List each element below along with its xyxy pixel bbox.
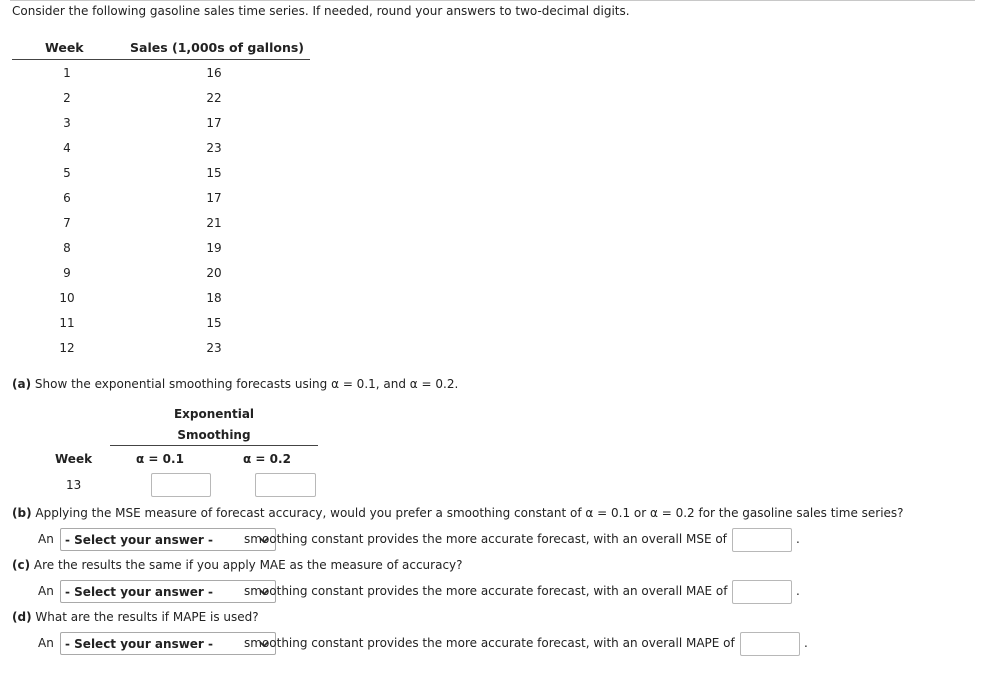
part-a-text: Show the exponential smoothing forecasts using α = 0.1, and α = 0.2. [31, 377, 459, 391]
part-c-answer-row [38, 580, 808, 604]
table-row [12, 191, 310, 216]
part-c-question [12, 558, 463, 572]
sales-cell: 18 [206, 291, 222, 305]
exp-smoothing-header [110, 404, 318, 446]
sales-cell: 20 [206, 266, 222, 280]
exp-smoothing-header-line2: Smoothing [177, 428, 251, 442]
sales-cell: 15 [206, 316, 222, 330]
week-13-label: 13 [66, 478, 82, 492]
sales-cell: 17 [206, 191, 222, 205]
table-row [12, 216, 310, 241]
part-c-label: (c) [12, 558, 31, 572]
week-cell: 7 [63, 216, 71, 230]
part-d-answer-row [38, 632, 818, 656]
part-c-mae-input[interactable] [732, 580, 792, 604]
part-b-text: Applying the MSE measure of forecast accuracy, would you prefer a smoothing constant of α = 0.1 or α = 0.2 for the gasoline sales time series? [31, 506, 904, 520]
part-c-text: Are the results the same if you apply MAE as the measure of accuracy? [30, 558, 463, 572]
sales-cell: 15 [206, 166, 222, 180]
part-d-select-value: - Select your answer - [65, 637, 214, 651]
sales-cell: 16 [206, 66, 222, 80]
table-header-rule [12, 59, 310, 60]
week-cell: 3 [63, 116, 71, 130]
part-d-suffix: smoothing constant provides the more accurate forecast, with an overall MAPE of [244, 636, 735, 650]
top-divider [10, 0, 975, 1]
part-d-question [12, 610, 259, 624]
week-cell: 4 [63, 141, 71, 155]
table-row [12, 266, 310, 291]
part-b-mse-input[interactable] [732, 528, 792, 552]
part-b-period: . [796, 532, 800, 546]
week-cell: 8 [63, 241, 71, 255]
alpha-01-forecast-input[interactable] [151, 473, 211, 497]
week-cell: 12 [59, 341, 75, 355]
sales-cell: 19 [206, 241, 222, 255]
part-b-answer-row [38, 528, 808, 552]
part-a-question [12, 377, 458, 391]
table-row [12, 316, 310, 341]
week-cell: 9 [63, 266, 71, 280]
part-b-suffix: smoothing constant provides the more accurate forecast, with an overall MSE of [244, 532, 727, 546]
week-cell: 5 [63, 166, 71, 180]
sales-cell: 23 [206, 141, 222, 155]
table-row [12, 291, 310, 316]
alpha-02-header: α = 0.2 [243, 452, 291, 466]
table-row [12, 241, 310, 266]
table-row [12, 141, 310, 166]
part-d-period: . [804, 636, 808, 650]
part-c-period: . [796, 584, 800, 598]
alpha-01-header: α = 0.1 [136, 452, 184, 466]
table-row [12, 116, 310, 141]
part-d-prefix: An [38, 636, 54, 650]
table-row [12, 166, 310, 191]
part-c-select-value: - Select your answer - [65, 585, 214, 599]
intro-text: Consider the following gasoline sales time series. If needed, round your answers to two-decimal digits. [12, 4, 630, 18]
week-cell: 1 [63, 66, 71, 80]
table-row [12, 66, 310, 91]
alpha-02-forecast-input[interactable] [255, 473, 316, 497]
week-cell: 11 [59, 316, 75, 330]
part-d-text: What are the results if MAPE is used? [31, 610, 259, 624]
part-b-prefix: An [38, 532, 54, 546]
exp-smoothing-rule [110, 445, 318, 446]
part-b-label: (b) [12, 506, 32, 520]
table-row [12, 91, 310, 116]
part-a-label: (a) [12, 377, 32, 391]
part-d-label: (d) [12, 610, 32, 624]
week-column-header-2: Week [55, 452, 93, 466]
part-c-prefix: An [38, 584, 54, 598]
sales-cell: 21 [206, 216, 222, 230]
week-cell: 2 [63, 91, 71, 105]
table-row [12, 341, 310, 366]
exp-smoothing-header-line1: Exponential [173, 407, 255, 421]
sales-cell: 23 [206, 341, 222, 355]
part-b-question [12, 506, 904, 520]
week-column-header: Week [45, 40, 84, 55]
part-c-suffix: smoothing constant provides the more accurate forecast, with an overall MAE of [244, 584, 728, 598]
part-b-select-value: - Select your answer - [65, 533, 214, 547]
sales-cell: 17 [206, 116, 222, 130]
sales-cell: 22 [206, 91, 222, 105]
sales-column-header: Sales (1,000s of gallons) [130, 40, 305, 55]
week-cell: 10 [59, 291, 75, 305]
week-cell: 6 [63, 191, 71, 205]
part-d-mape-input[interactable] [740, 632, 800, 656]
